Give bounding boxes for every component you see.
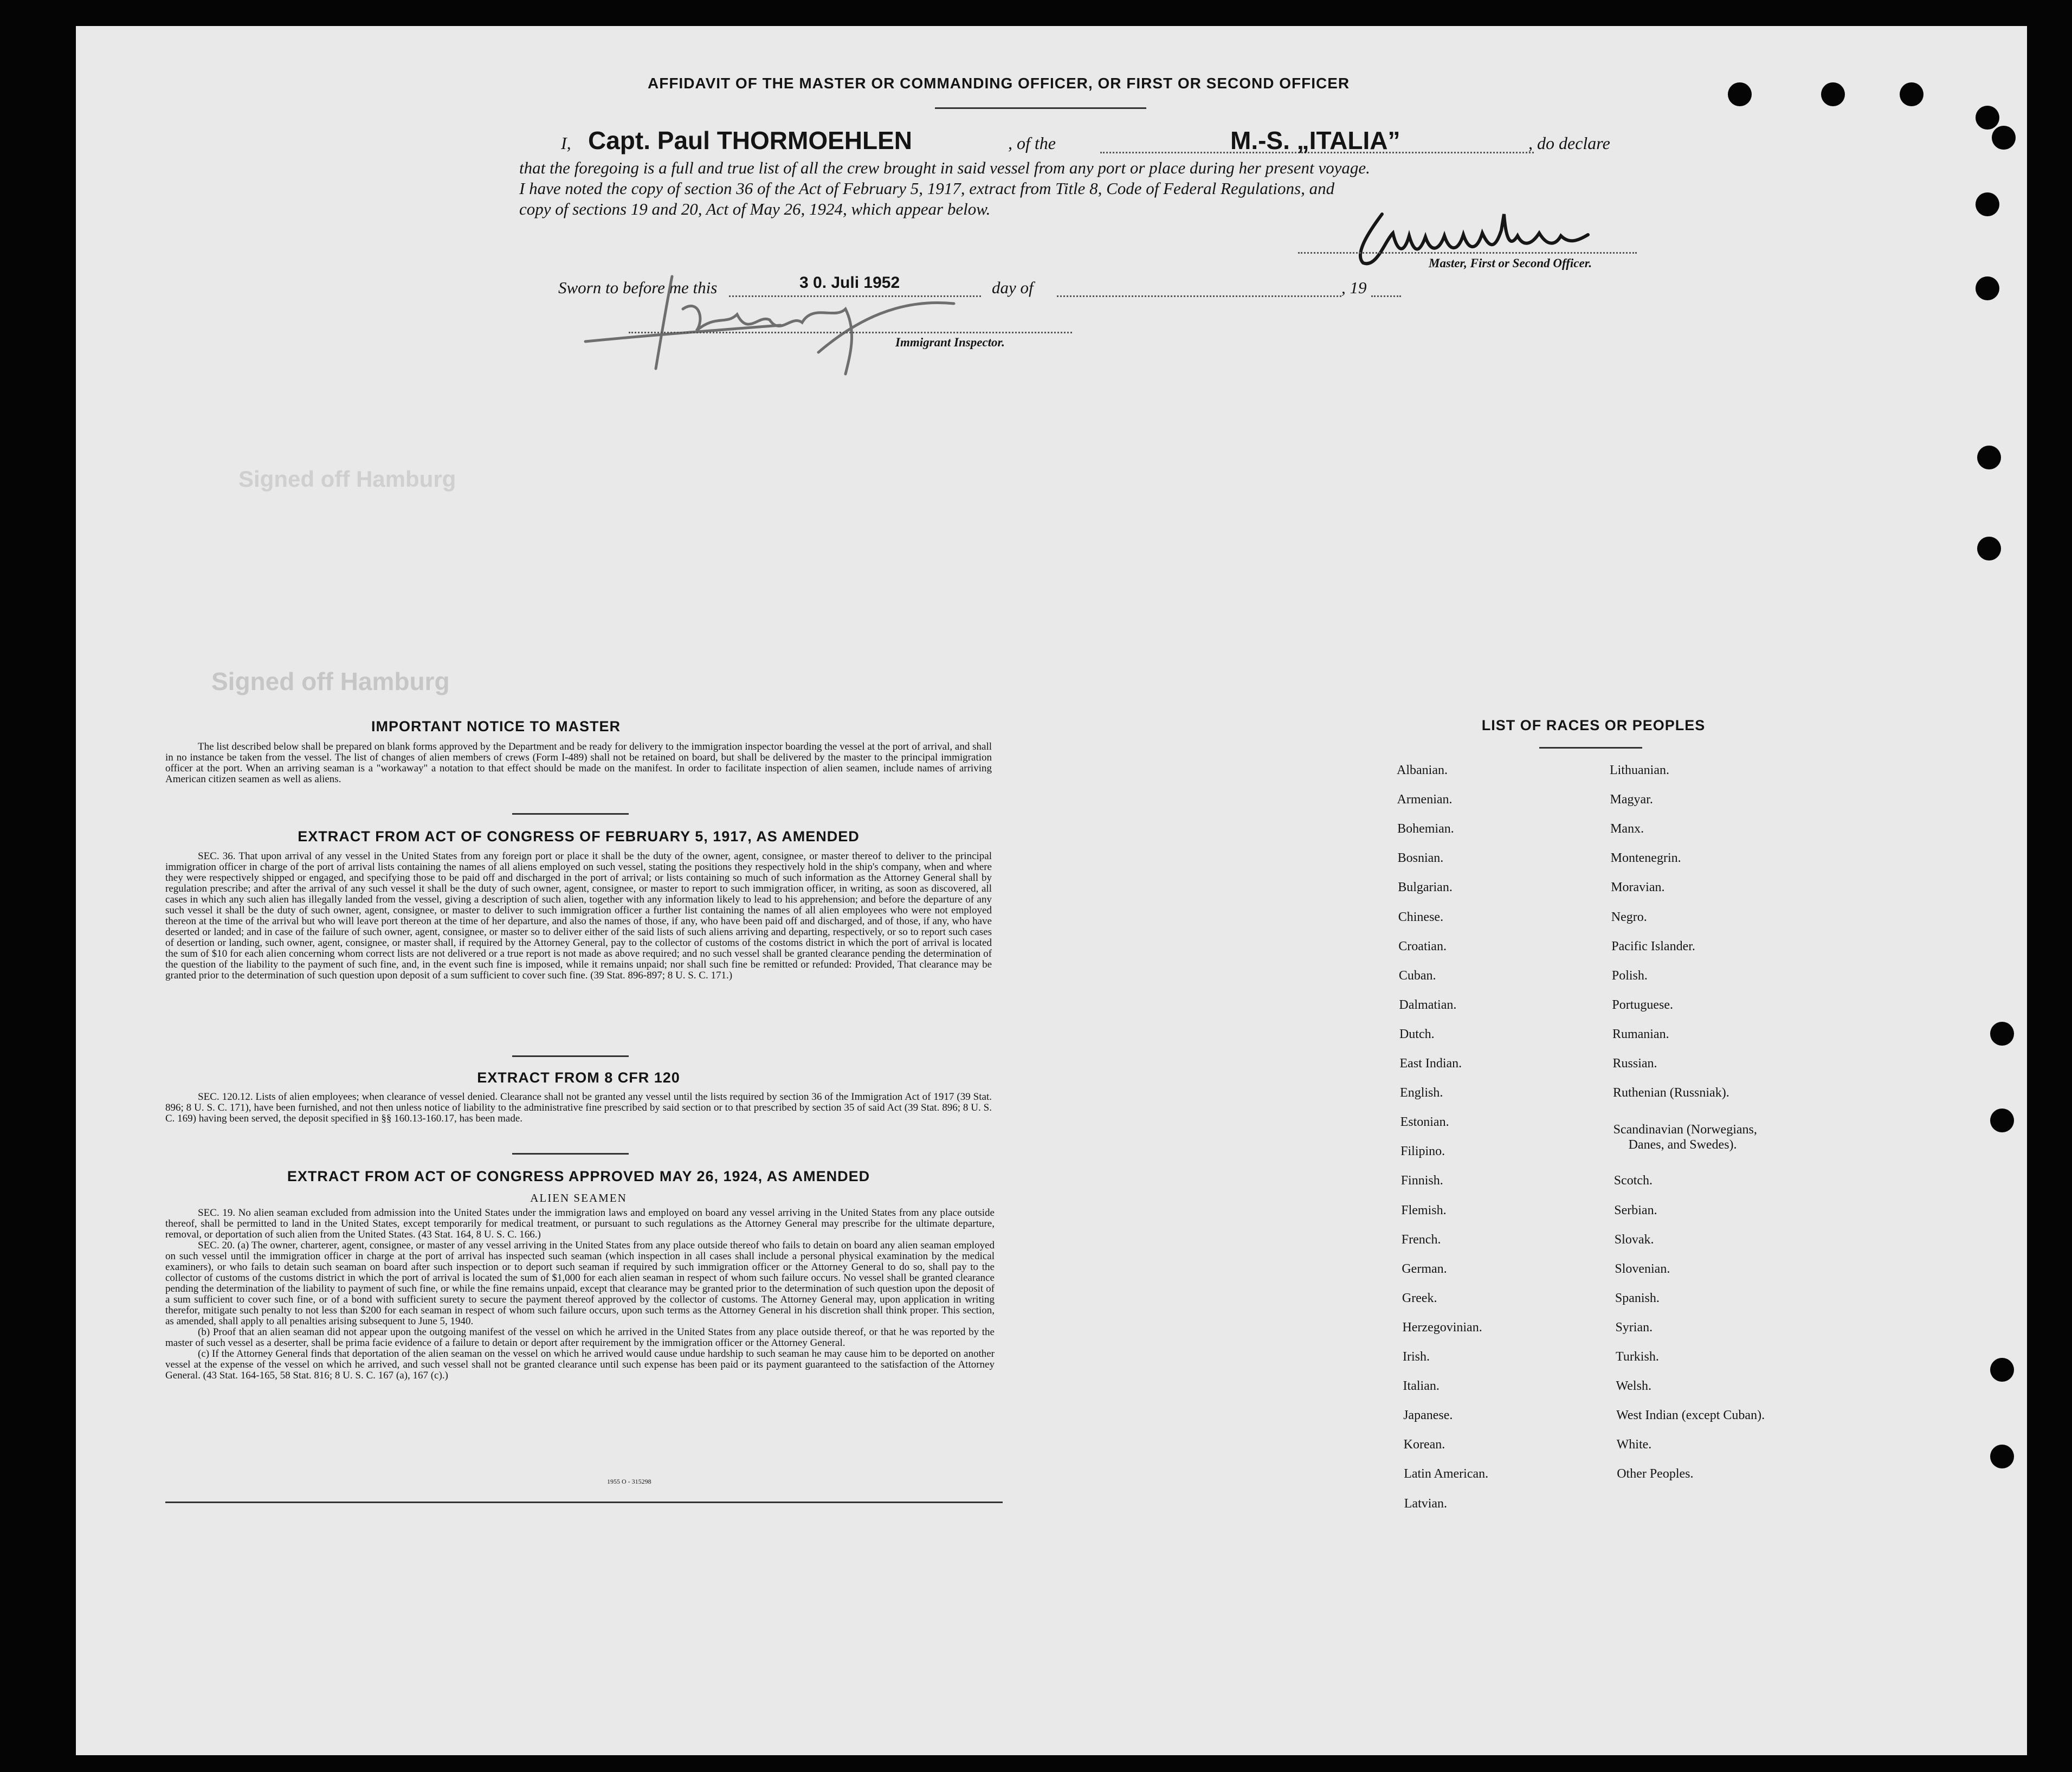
punch-hole xyxy=(1728,82,1752,106)
race-item: Pacific Islander. xyxy=(1611,939,1695,953)
race-item: Russian. xyxy=(1612,1056,1657,1071)
race-item: Serbian. xyxy=(1614,1203,1657,1217)
race-item: Latin American. xyxy=(1404,1467,1489,1481)
race-item: White. xyxy=(1616,1438,1652,1452)
race-item: Armenian. xyxy=(1397,792,1453,807)
punch-hole xyxy=(1976,106,1999,130)
race-item: Finnish. xyxy=(1400,1174,1443,1188)
race-item: Negro. xyxy=(1611,910,1647,924)
race-item: Syrian. xyxy=(1615,1320,1653,1335)
sworn-prefix: Sworn to before me this xyxy=(558,278,718,297)
race-item: Scandinavian (Norwegians, xyxy=(1613,1123,1757,1137)
punch-hole xyxy=(1990,1445,2014,1468)
affidavit-line-1 xyxy=(520,126,1648,158)
vessel-name: M.-S. „ITALIA” xyxy=(1230,126,1400,154)
extract-1917-text: SEC. 36. That upon arrival of any vessel in the United States from any foreign port or place it shall be the duty of the owner, agent, consignee, or master thereof to deliver to the principal immigration officer in charge of the port of arrival lists containing the names of all aliens employed on such vessel, stating the positions they respectively hold in the ship's company, when and where they were respectively shipped or engaged, and specifying those to be paid off and discharged in the port of arrival; or lists containing so much of such information as the Attorney General shall by regulation prescribe; and after the arrival of any such vessel it shall be the duty of such owner, agent, consignee, or master to report to such immigration officer, in writing, as soon as discovered, all cases in which any such alien has illegally landed from the vessel, giving a description of such alien, together with any information likely to lead to his apprehension; and before the departure of any such vessel it shall be the duty of such owner, agent, consignee, or master to deliver to such immigration officer a further list containing the names of all alien employees who were not employed thereon at the time of the arrival but who will leave port thereon at the time of her departure, and also the names of those, if any, who have been paid off and discharged, and of those, if any, who have deserted or landed; and in case of the failure of such owner, agent, consignee, or master so to deliver either of the said lists of such aliens arriving and departing, respectively, or so to report such cases of desertion or landing, such owner, agent, consignee, or master shall, if required by the Attorney General, pay to the collector of customs of the costoms district in which the port of arrival is located the sum of $10 for each alien concerning whom correct lists are not delivered or a true report is not made as above required; and no such vessel shall be granted clearance pending the determination of the question of the liability to the payment of such fine, and, in the event such fine is imposed, while it remains unpaid; nor shall such fine be remitted or refunded: Provided, That clearance may be granted prior to the determination of such question upon deposit of a sum sufficient to cover such fine. (39 Stat. 896-897; 8 U. S. C. 171.) xyxy=(165,850,992,981)
race-item: Scotch. xyxy=(1613,1174,1653,1188)
race-item: Lithuanian. xyxy=(1610,763,1669,777)
race-item: German. xyxy=(1402,1261,1447,1276)
notice-rule xyxy=(512,813,629,815)
extract-cfr-title: EXTRACT FROM 8 CFR 120 xyxy=(477,1069,680,1086)
day-of: day of xyxy=(992,278,1034,297)
race-item: Croatian. xyxy=(1398,939,1447,953)
race-item: Japanese. xyxy=(1403,1408,1453,1423)
sec-20c-text: (c) If the Attorney General finds that deportation of the alien seaman on the vessel on which he arrived would cause undue hardship to such seaman he may cause him to be deported on another vessel at the expense of the vessel on which he arrived, and such vessel shall not be granted clearance until such expense has been paid or its payment guaranteed to the satisfaction of the Attorney General. (43 Stat. 164-165, 58 Stat. 816; 8 U. S. C. 167 (a), 167 (c).) xyxy=(165,1348,995,1381)
race-item: Slovak. xyxy=(1614,1232,1654,1247)
race-item: Dutch. xyxy=(1399,1027,1435,1041)
extract-cfr-rule xyxy=(512,1153,629,1155)
affidavit-line-3: I have noted the copy of section 36 of the Act of February 5, 1917, extract from Title 8, Code of Federal Regulations, and xyxy=(519,179,1335,198)
race-item: Albanian. xyxy=(1397,763,1448,777)
notice-title: IMPORTANT NOTICE TO MASTER xyxy=(371,718,621,734)
punch-hole xyxy=(1821,82,1845,106)
race-item: Filipino. xyxy=(1400,1144,1445,1159)
punch-hole xyxy=(1977,446,2001,469)
punch-hole xyxy=(1990,1358,2014,1382)
race-item: Cuban. xyxy=(1398,968,1436,983)
inspector-signature-line xyxy=(629,332,1072,333)
race-item: Estonian. xyxy=(1400,1115,1449,1130)
extract-1924-body xyxy=(165,1208,995,1381)
race-item: Korean. xyxy=(1403,1438,1445,1452)
race-item: Montenegrin. xyxy=(1610,851,1681,866)
do-declare: , do declare xyxy=(1528,133,1610,153)
race-item: Chinese. xyxy=(1398,910,1444,924)
sworn-date-stamp: 3 0. Juli 1952 xyxy=(799,274,900,292)
sec-19-text: SEC. 19. No alien seaman excluded from admission into the United States under the immigration laws and employed on board any vessel arriving in the United States from any place outside thereof, shall be permitted to land in the United States, except temporarily for medical treatment, or pursuant to such regulations as the Attorney General may prescribe for the ultimate departure, removal, or deportation of such alien from the United States. (43 Stat. 164, 8 U. S. C. 166.) xyxy=(165,1207,995,1240)
race-item: Latvian. xyxy=(1404,1496,1448,1511)
inspector-signature xyxy=(575,255,965,390)
title-rule xyxy=(935,107,1146,109)
race-item: Bohemian. xyxy=(1397,822,1454,836)
signed-off-stamp: Signed off Hamburg xyxy=(238,466,456,492)
race-item: Manx. xyxy=(1610,822,1644,836)
race-item: Danes, and Swedes). xyxy=(1628,1138,1737,1152)
punch-hole xyxy=(1900,82,1923,106)
year-prefix: , 19 xyxy=(1341,278,1367,297)
i-prefix: I, xyxy=(561,133,571,153)
punch-hole xyxy=(1992,126,2016,150)
race-item: Magyar. xyxy=(1610,792,1653,807)
race-item: Flemish. xyxy=(1401,1203,1447,1217)
month-fill xyxy=(1057,295,1341,297)
punch-hole xyxy=(1990,1109,2014,1132)
punch-hole xyxy=(1976,192,1999,216)
affidavit-line-4: copy of sections 19 and 20, Act of May 26, 1924, which appear below. xyxy=(519,199,991,218)
master-name: Capt. Paul THORMOEHLEN xyxy=(588,126,913,154)
notice-text: The list described below shall be prepared on blank forms approved by the Department and be ready for delivery to the immigration inspector boarding the vessel at the port of arrival, and shall in no instance be taken from the vessel. The list of changes of alien members of crews (Form I-489) shall not be retained on board, but shall be delivered by the master to the principal immigration officer at the port. When an arriving seaman is a "workaway" a notation to that effect should be made on the manifest. In order to facilitate inspection of alien seamen, include names of arriving American citizen seamen as well as aliens. xyxy=(165,741,992,785)
race-item: Welsh. xyxy=(1616,1379,1651,1394)
extract-cfr-text: SEC. 120.12. Lists of alien employees; when clearance of vessel denied. Clearance shall not be granted any vessel until the lists required by section 36 of the Immigration Act of 1917 (39 Stat. 896; 8 U. S. C. 171), have been furnished, and not then unless notice of liability to the administrative fine prescribed by said section or to that prescribed by section 35 of said Act (39 Stat. 896; 8 U. S. C. 169) having been served, the deposit specified in §§ 160.13-160.17, has been made. xyxy=(165,1091,992,1124)
print-code: 1955 O - 315298 xyxy=(607,1478,651,1485)
race-item: Bosnian. xyxy=(1397,851,1444,866)
race-item: French. xyxy=(1401,1232,1441,1247)
races-rule xyxy=(1539,747,1642,749)
affidavit-line-2: that the foregoing is a full and true list of all the crew brought in said vessel from any port or place during her present voyage. xyxy=(519,158,1370,177)
punch-hole xyxy=(1990,1022,2014,1046)
extract-1917-title: EXTRACT FROM ACT OF CONGRESS OF FEBRUARY 5, 1917, AS AMENDED xyxy=(298,828,860,845)
of-the: , of the xyxy=(1008,133,1056,153)
race-item: Moravian. xyxy=(1611,880,1665,895)
race-item: Spanish. xyxy=(1615,1291,1660,1305)
extract-1924-title: EXTRACT FROM ACT OF CONGRESS APPROVED MAY 26, 1924, AS AMENDED xyxy=(287,1168,870,1184)
punch-hole xyxy=(1977,537,2001,560)
year-fill xyxy=(1371,295,1401,297)
race-item: Herzegovinian. xyxy=(1402,1320,1482,1335)
race-item: Turkish. xyxy=(1616,1350,1659,1364)
races-title: LIST OF RACES OR PEOPLES xyxy=(1481,717,1706,733)
race-item: Bulgarian. xyxy=(1398,880,1453,895)
punch-hole xyxy=(1976,276,1999,300)
sec-20a-text: SEC. 20. (a) The owner, charterer, agent, consignee, or master of any vessel arriving in the United States from any place outside thereof who fails to detain on board any alien seaman employed on such vessel until the immigration officer in charge at the port of arrival has inspected such seaman (which inspection in all cases shall include a personal physical examination by the medical examiners), or who fails to detain such seaman on board after such inspection or to deport such seaman if required by such immigration officer or the Attorney General to do so, shall pay to the collector of customs of the customs district in which the port of arrival is located the sum of $1,000 for each alien seaman in respect of whom such failure occurs. No vessel shall be granted clearance pending the determination of the liability to payment of such fine, or while the fine remains unpaid, except that clearance may be granted prior to the determination of such question upon the deposit of a sum sufficient to cover such fine, or of a bond with sufficient surety to secure the payment thereof approved by the collector of customs. The Attorney General may, upon application in writing therefor, mitigate such penalty to not less than $200 for each seaman in respect of whom such failure occurs, upon such terms as the Attorney General in his discretion shall think proper. This section, as amended, shall apply to all penalties arising subsequent to June 5, 1940. xyxy=(165,1240,995,1327)
affidavit-title: AFFIDAVIT OF THE MASTER OR COMMANDING OFFICER, OR FIRST OR SECOND OFFICER xyxy=(648,75,1350,92)
master-caption: Master, First or Second Officer. xyxy=(1429,256,1592,270)
master-signature-line xyxy=(1298,252,1637,254)
signed-off-stamp: Signed off Hamburg xyxy=(211,667,450,695)
alien-seamen-subtitle: ALIEN SEAMEN xyxy=(530,1191,627,1204)
race-item: Ruthenian (Russniak). xyxy=(1613,1086,1729,1100)
race-item: English. xyxy=(1400,1086,1443,1100)
race-item: Polish. xyxy=(1611,968,1648,983)
race-item: Greek. xyxy=(1402,1291,1437,1305)
race-item: Italian. xyxy=(1403,1379,1440,1394)
race-item: Irish. xyxy=(1403,1350,1430,1364)
race-item: Slovenian. xyxy=(1615,1261,1670,1276)
sec-20b-text: (b) Proof that an alien seaman did not appear upon the outgoing manifest of the vessel on which he arrived in the United States from any place outside thereof, or that he was reported by the master of such vessel as a deserter, shall be prima facie evidence of a failure to detain or deport after requirement by the immigration officer or the Attorney General. xyxy=(165,1326,995,1349)
race-item: Portuguese. xyxy=(1612,997,1674,1012)
race-item: Rumanian. xyxy=(1612,1027,1669,1041)
inspector-caption: Immigrant Inspector. xyxy=(895,336,1005,349)
race-item: Other Peoples. xyxy=(1617,1467,1694,1481)
race-item: Dalmatian. xyxy=(1399,997,1457,1012)
race-item: West Indian (except Cuban). xyxy=(1616,1408,1765,1423)
bottom-rule xyxy=(165,1502,1003,1503)
extract-1917-rule xyxy=(512,1055,629,1057)
race-item: East Indian. xyxy=(1399,1056,1462,1071)
